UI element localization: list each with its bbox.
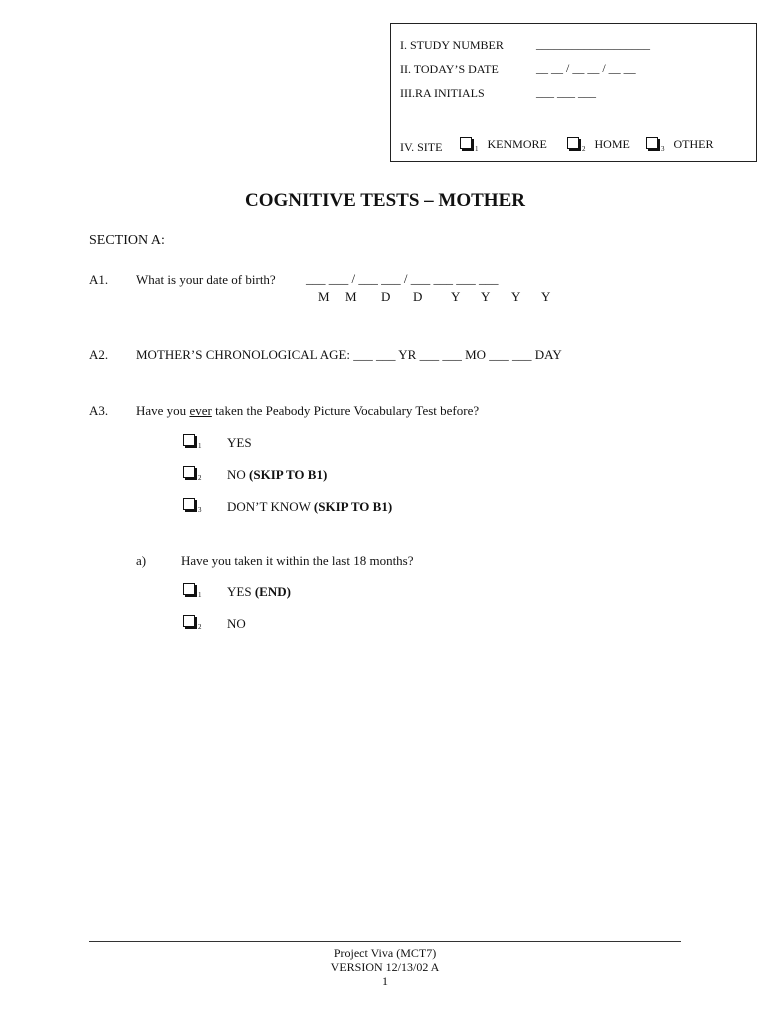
a3-option-dont-know[interactable]: 3 bbox=[183, 497, 202, 513]
question-number-a3: A3. bbox=[89, 403, 109, 418]
a3-option-no[interactable]: 2 bbox=[183, 465, 202, 481]
ra-initials-label: III.RA INITIALS bbox=[400, 86, 485, 100]
site-option-label: OTHER bbox=[673, 137, 714, 151]
study-id-box bbox=[390, 23, 757, 162]
todays-date-label: II. TODAY’S DATE bbox=[400, 62, 499, 76]
study-number-field[interactable]: ___________________ bbox=[536, 37, 650, 51]
skip-instruction: (SKIP TO B1) bbox=[313, 499, 393, 514]
checkbox-icon[interactable] bbox=[567, 137, 579, 149]
site-label: IV. SITE bbox=[400, 140, 443, 154]
question-number-a3a: a) bbox=[136, 553, 147, 568]
checkbox-icon[interactable] bbox=[183, 498, 195, 510]
a3a-option-label: YES (END) bbox=[227, 584, 291, 599]
site-option-label: HOME bbox=[594, 137, 630, 151]
page-number: 1 bbox=[382, 974, 388, 988]
question-a1: What is your date of birth? bbox=[136, 272, 276, 287]
a3-option-yes[interactable]: 1 bbox=[183, 433, 202, 449]
checkbox-icon[interactable] bbox=[646, 137, 658, 149]
emphasis-ever: ever bbox=[189, 403, 212, 418]
a3a-option-yes[interactable]: 1 bbox=[183, 582, 202, 598]
todays-date-field[interactable]: __ __ / __ __ / __ __ bbox=[536, 61, 636, 75]
site-option-other[interactable]: $_3$ OTHER bbox=[646, 137, 714, 152]
footer-version: VERSION 12/13/02 A bbox=[330, 960, 440, 974]
checkbox-icon[interactable] bbox=[183, 583, 195, 595]
ra-initials-field[interactable]: ___ ___ ___ bbox=[536, 85, 596, 99]
footer-project: Project Viva (MCT7) bbox=[333, 946, 437, 960]
a3-option-label: NO (SKIP TO B1) bbox=[227, 467, 328, 482]
page-title: COGNITIVE TESTS – MOTHER bbox=[245, 190, 525, 211]
question-a3a: Have you taken it within the last 18 months? bbox=[181, 553, 414, 568]
site-option-home[interactable]: $_2$ HOME bbox=[567, 137, 630, 152]
study-number-label: I. STUDY NUMBER bbox=[400, 38, 504, 52]
question-number-a2: A2. bbox=[89, 347, 109, 362]
end-instruction: (END) bbox=[254, 584, 291, 599]
a3a-option-no[interactable]: 2 bbox=[183, 614, 202, 630]
section-heading: SECTION A: bbox=[89, 233, 165, 248]
site-option-label: KENMORE bbox=[487, 137, 547, 151]
a3-option-label: YES bbox=[227, 435, 252, 450]
checkbox-icon[interactable] bbox=[183, 615, 195, 627]
skip-instruction: (SKIP TO B1) bbox=[249, 467, 328, 482]
a3a-option-label: NO bbox=[227, 616, 246, 631]
checkbox-icon[interactable] bbox=[183, 434, 195, 446]
dob-field[interactable]: ___ ___ / ___ ___ / ___ ___ ___ ___ bbox=[306, 271, 499, 286]
question-number-a1: A1. bbox=[89, 272, 109, 287]
question-a3: Have you ever taken the Peabody Picture Vocabulary Test before? bbox=[136, 403, 480, 418]
checkbox-icon[interactable] bbox=[460, 137, 472, 149]
checkbox-icon[interactable] bbox=[183, 466, 195, 478]
footer-divider bbox=[89, 941, 681, 942]
chronological-age-field[interactable]: MOTHER’S CHRONOLOGICAL AGE: ___ ___ YR ___ ___ MO ___ ___ DAY bbox=[136, 347, 562, 362]
site-option-kenmore[interactable]: $_1$ KENMORE bbox=[460, 137, 547, 152]
dob-format-labels: M M D D Y Y Y Y bbox=[318, 289, 551, 304]
a3-option-label: DON’T KNOW (SKIP TO B1) bbox=[227, 499, 393, 514]
